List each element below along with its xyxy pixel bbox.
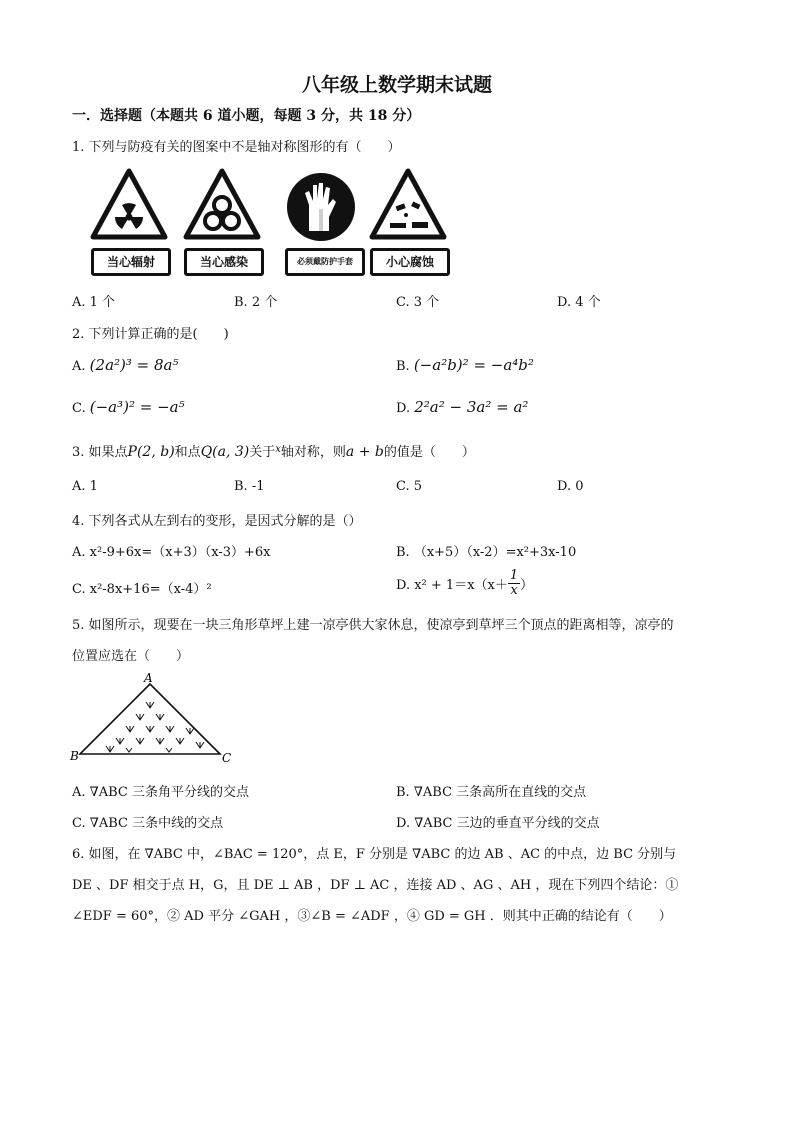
question-6-line3: ∠EDF = 60°，② AD 平分 ∠GAH ，③∠B = ∠ADF ，④ GD = GH ．则其中正确的结论有（ ） — [72, 909, 672, 924]
vertex-b-label: B — [70, 749, 79, 763]
question-6-line1: 6. 如图，在 ∇ABC 中，∠BAC = 120°，点 E，F 分别是 ∇ABC 的边 AB 、AC 的中点，边 BC 分别与 — [72, 847, 677, 862]
q2-option-b-formula: (−a²b)² = −a⁴b² — [413, 356, 534, 374]
q2-option-a — [72, 356, 179, 374]
q2-option-c-label: C. — [72, 401, 86, 416]
sign-label: 当心辐射 — [91, 248, 171, 276]
q3-option-d: D. 0 — [557, 479, 584, 494]
q2-option-b — [396, 356, 534, 374]
q2-option-d-label: D. — [396, 401, 411, 416]
sign-label: 小心腐蚀 — [370, 248, 450, 276]
corrosion-sign — [368, 165, 448, 275]
biohazard-sign — [182, 165, 262, 275]
q2-option-b-label: B. — [396, 359, 410, 374]
q2-option-d-formula: 2²a² − 3a² = a² — [414, 398, 529, 416]
biohazard-icon — [182, 165, 262, 247]
question-4-stem: 4. 下列各式从左到右的变形，是因式分解的是（） — [72, 514, 362, 529]
question-2-stem: 2. 下列计算正确的是( ) — [72, 327, 229, 342]
q4-option-a: A. x²-9+6x=（x+3）（x-3）+6x — [72, 545, 271, 560]
page-title: 八年级上数学期末试题 — [301, 74, 492, 96]
q4-option-c: C. x²-8x+16=（x-4）² — [72, 582, 212, 597]
corrosion-icon — [368, 165, 448, 247]
q4-option-b: B. （x+5）（x-2）=x²+3x-10 — [396, 545, 577, 560]
grass-pattern — [106, 702, 204, 752]
q2-option-c-formula: (−a³)² = −a⁵ — [89, 398, 185, 416]
sign-label: 必须戴防护手套 — [285, 248, 365, 276]
q3-option-c: C. 5 — [396, 479, 423, 494]
vertex-c-label: C — [222, 751, 232, 765]
q1-option-c: C. 3 个 — [396, 295, 440, 310]
q4-option-d — [396, 569, 533, 598]
q1-option-d: D. 4 个 — [557, 295, 601, 310]
vertex-a-label: A — [144, 672, 153, 685]
q3-text: 轴对称，则 — [280, 445, 346, 460]
q2-option-c — [72, 398, 185, 416]
gloves-icon — [283, 165, 363, 247]
section-heading: 一．选择题（本题共 6 道小题，每题 3 分，共 18 分） — [72, 108, 421, 124]
question-5-stem-line2: 位置应选在（ ） — [72, 649, 190, 664]
q4-option-d-text: D. x² + 1＝x（x＋ — [396, 578, 508, 593]
q5-option-b: B. ∇ABC 三条高所在直线的交点 — [396, 785, 587, 800]
gloves-sign — [283, 165, 363, 275]
q3-text: 和点 — [174, 445, 201, 460]
triangle-lawn-figure — [68, 672, 238, 768]
question-3-stem: 3. 如果点P(2, b)和点Q(a, 3)关于$^x$轴对称，则a + b的值是（ ） — [72, 444, 475, 460]
sign-label: 当心感染 — [184, 248, 264, 276]
q5-option-d: D. ∇ABC 三边的垂直平分线的交点 — [396, 816, 600, 831]
q3-text: 关于 — [249, 445, 276, 460]
q2-option-d — [396, 398, 528, 416]
q1-option-a: A. 1 个 — [72, 295, 116, 310]
q4-option-d-text: ） — [520, 578, 534, 593]
q1-option-b: B. 2 个 — [234, 295, 278, 310]
question-6-line2: DE 、DF 相交于点 H，G，且 DE ⊥ AB ，DF ⊥ AC ，连接 AD 、AG 、AH ，现在下列四个结论：① — [72, 878, 679, 893]
q2-option-a-label: A. — [72, 359, 86, 374]
q3-option-b: B. -1 — [234, 479, 265, 494]
q5-option-c: C. ∇ABC 三条中线的交点 — [72, 816, 224, 831]
q3-option-a: A. 1 — [72, 479, 98, 494]
question-1-stem: 1. 下列与防疫有关的图案中不是轴对称图形的有（ ） — [72, 140, 401, 155]
q3-text: 3. 如果点 — [72, 445, 128, 460]
fraction-1-over-x: $\frac{1}{x}$ — [509, 568, 519, 598]
q2-option-a-formula: (2a²)³ = 8a⁵ — [89, 356, 179, 374]
q3-text: 的值是（ ） — [383, 445, 475, 460]
radiation-icon — [89, 165, 169, 247]
q5-option-a: A. ∇ABC 三条角平分线的交点 — [72, 785, 249, 800]
radiation-sign — [89, 165, 169, 275]
question-5-stem-line1: 5. 如图所示，现要在一块三角形草坪上建一凉亭供大家休息，使凉亭到草坪三个顶点的距离相等，凉亭的 — [72, 618, 674, 633]
